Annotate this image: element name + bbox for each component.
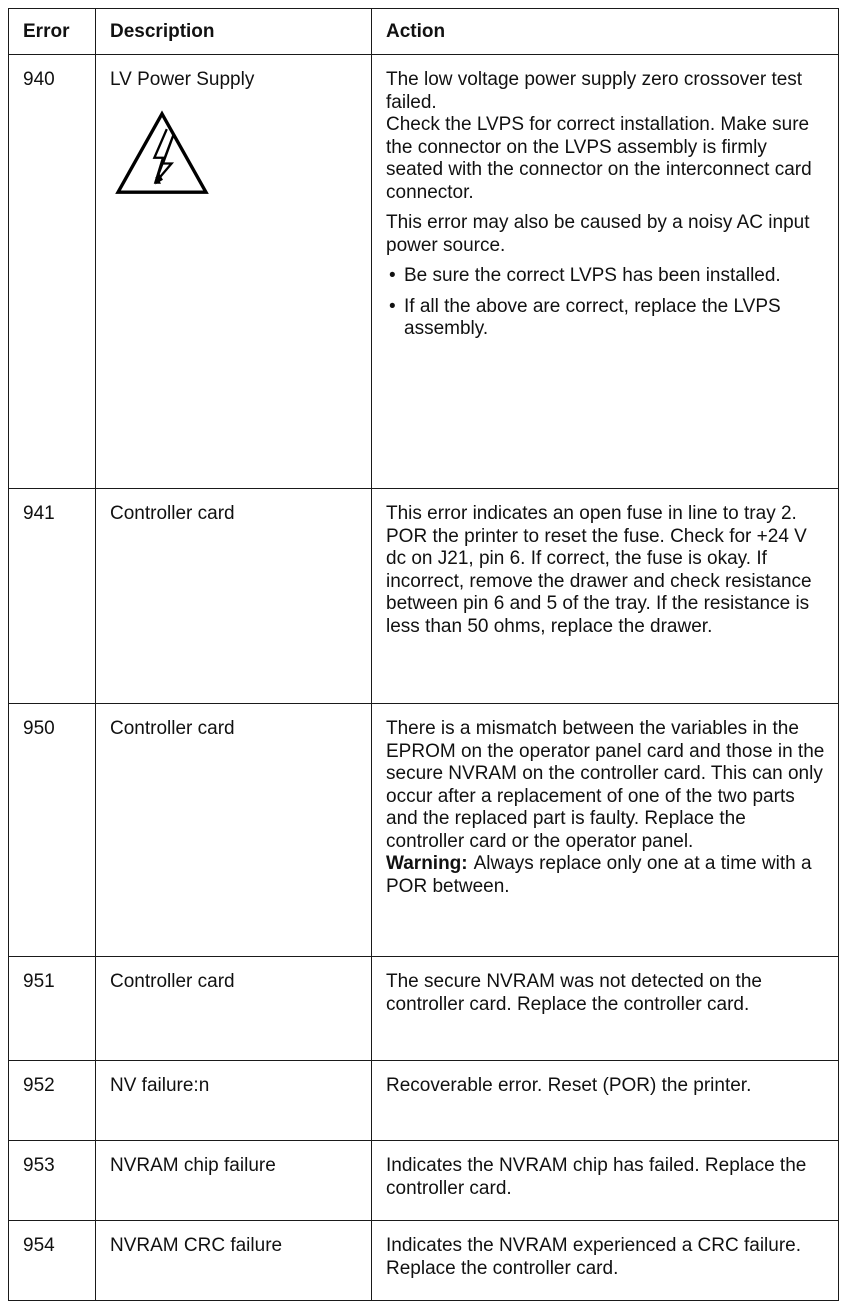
error-description: Controller card [96, 704, 372, 957]
error-code: 941 [9, 489, 96, 704]
table-row [9, 957, 839, 1061]
electrical-hazard-icon [114, 110, 210, 196]
table-row [9, 704, 839, 957]
table-row [9, 1061, 839, 1141]
error-description: NV failure:n [96, 1061, 372, 1141]
error-action [372, 489, 839, 704]
warning-text: Always replace only one at a time with a POR between. [386, 853, 812, 897]
error-code: 953 [9, 1141, 96, 1221]
action-bullet-list [386, 265, 828, 341]
header-description: Description [96, 9, 372, 55]
error-code: 951 [9, 957, 96, 1061]
table-header-row [9, 9, 839, 55]
error-action [372, 1061, 839, 1141]
action-paragraph: Check the LVPS for correct installation. Make sure the connector on the LVPS assembly is firmly seated with the connector on the interconnect card connector. [386, 114, 812, 203]
error-description: LV Power Supply [110, 69, 255, 90]
action-paragraph: Indicates the NVRAM chip has failed. Replace the controller card. [386, 1155, 807, 1199]
error-code-table [8, 8, 839, 1301]
error-action [372, 55, 839, 489]
error-action [372, 957, 839, 1061]
warning-note [386, 853, 828, 898]
table-row [9, 55, 839, 489]
action-paragraph: This error may also be caused by a noisy AC input power source. [386, 212, 810, 256]
list-item: • Be sure the correct LVPS has been installed. [389, 265, 781, 286]
header-action: Action [372, 9, 839, 55]
error-code: 954 [9, 1221, 96, 1301]
error-action [372, 704, 839, 957]
table-row [9, 1141, 839, 1221]
action-paragraph: There is a mismatch between the variables in the EPROM on the operator panel card and those in the secure NVRAM on the controller card. This can only occur after a replacement of one of the two parts and the replaced part is faulty. Replace the controller card or the operator panel. [386, 718, 825, 852]
error-code: 950 [9, 704, 96, 957]
action-paragraph: The secure NVRAM was not detected on the controller card. Replace the controller card. [386, 971, 762, 1015]
list-item: • If all the above are correct, replace the LVPS assembly. [389, 295, 781, 339]
error-action [372, 1221, 839, 1301]
error-description: NVRAM CRC failure [96, 1221, 372, 1301]
error-code: 952 [9, 1061, 96, 1141]
header-error: Error [9, 9, 96, 55]
action-paragraph: Indicates the NVRAM experienced a CRC failure. Replace the controller card. [386, 1235, 802, 1279]
table-row [9, 489, 839, 704]
error-code: 940 [9, 55, 96, 489]
table-row [9, 1221, 839, 1301]
error-description: Controller card [96, 489, 372, 704]
action-paragraph: The low voltage power supply zero crossover test failed. [386, 69, 803, 113]
action-paragraph: This error indicates an open fuse in line to tray 2. POR the printer to reset the fuse. Check for +24 V dc on J21, pin 6. If correct, the fuse is okay. If incorrect, remove the drawer and check resistance between pin 6 and 5 of the tray. If the resistance is less than 50 ohms, replace the drawer. [386, 503, 812, 637]
error-description: Controller card [96, 957, 372, 1061]
warning-label: Warning: [386, 853, 468, 874]
error-action [372, 1141, 839, 1221]
error-description: NVRAM chip failure [96, 1141, 372, 1221]
action-paragraph: Recoverable error. Reset (POR) the printer. [386, 1075, 752, 1096]
